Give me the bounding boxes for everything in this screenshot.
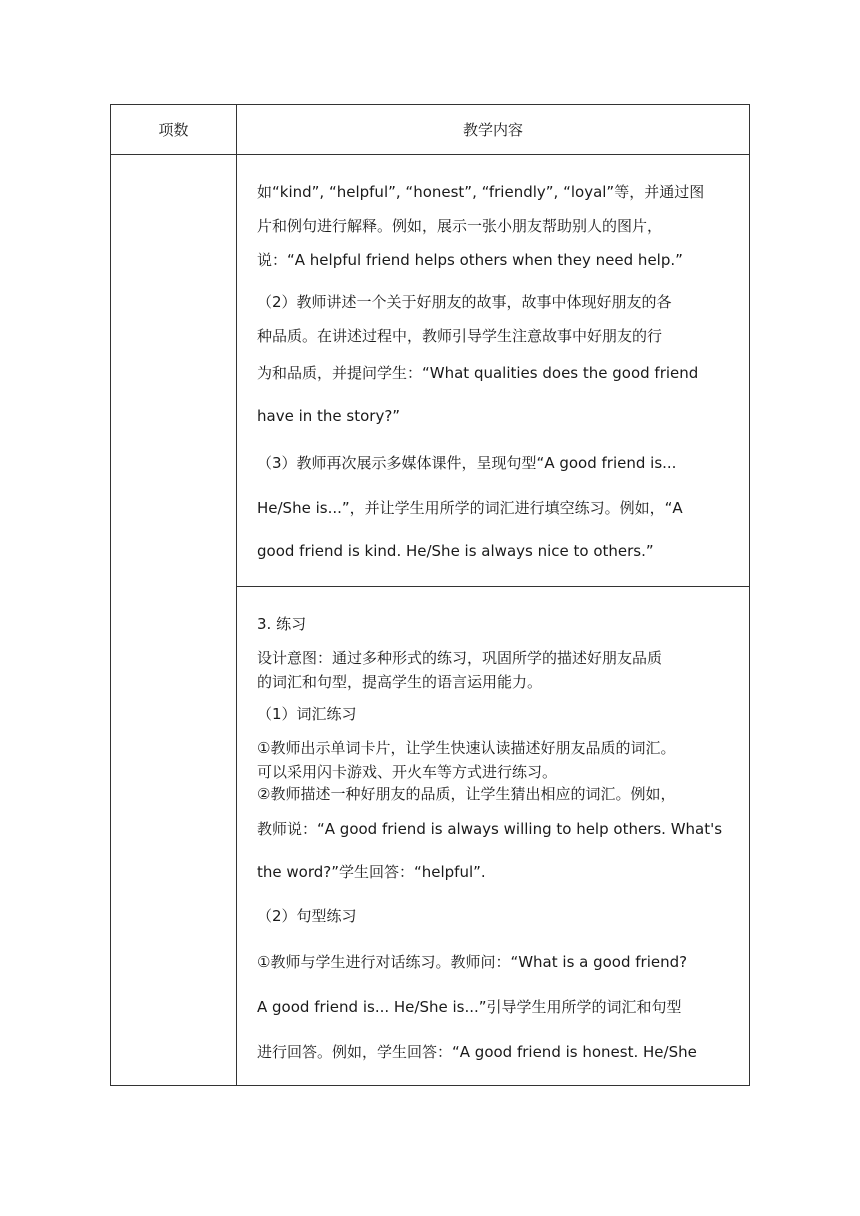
text-line: A good friend is... He/She is...”引导学生用所学的词汇和句型 <box>257 998 682 1016</box>
section-heading: 3. 练习 <box>257 615 307 633</box>
text-line: 如“kind”, “helpful”, “honest”, “friendly”, “loyal”等，并通过图 <box>257 183 705 201</box>
text-line: 片和例句进行解释。例如，展示一张小朋友帮助别人的图片， <box>257 217 663 235</box>
subheading: （2）句型练习 <box>257 907 357 925</box>
text-line: 教师说：“A good friend is always willing to help others. What's <box>257 820 723 838</box>
subheading: （1）词汇练习 <box>257 705 357 723</box>
text-line: have in the story?” <box>257 407 401 425</box>
text-line: ①教师与学生进行对话练习。教师问：“What is a good friend? <box>257 953 688 971</box>
text-line: He/She is...”，并让学生用所学的词汇进行填空练习。例如，“A <box>257 499 683 517</box>
text-line: 种品质。在讲述过程中，教师引导学生注意故事中好朋友的行 <box>257 327 663 345</box>
text-line: ②教师描述一种好朋友的品质，让学生猜出相应的词汇。例如， <box>257 785 676 803</box>
text-line: （3）教师再次展示多媒体课件，呈现句型“A good friend is... <box>257 454 677 472</box>
text-line: good friend is kind. He/She is always nice to others.” <box>257 542 654 560</box>
text-line: ①教师出示单词卡片，让学生快速认读描述好朋友品质的词汇。 <box>257 739 676 757</box>
text-line: the word?”学生回答：“helpful”. <box>257 863 486 881</box>
text-line: 可以采用闪卡游戏、开火车等方式进行练习。 <box>257 763 558 781</box>
header-item-count: 项数 <box>158 121 189 139</box>
text-line: 设计意图：通过多种形式的练习，巩固所学的描述好朋友品质 <box>257 649 663 667</box>
text-line: 为和品质，并提问学生：“What qualities does the good friend <box>257 364 699 382</box>
lesson-plan-table <box>110 104 750 1086</box>
column-divider <box>236 105 237 1085</box>
text-line: 说：“A helpful friend helps others when they need help.” <box>257 251 683 269</box>
section-divider <box>237 586 749 587</box>
text-line: （2）教师讲述一个关于好朋友的故事，故事中体现好朋友的各 <box>257 293 672 311</box>
header-divider <box>111 154 749 155</box>
text-line: 的词汇和句型，提高学生的语言运用能力。 <box>257 673 543 691</box>
header-teaching-content: 教学内容 <box>462 121 523 139</box>
text-line: 进行回答。例如，学生回答：“A good friend is honest. He/She <box>257 1043 697 1061</box>
